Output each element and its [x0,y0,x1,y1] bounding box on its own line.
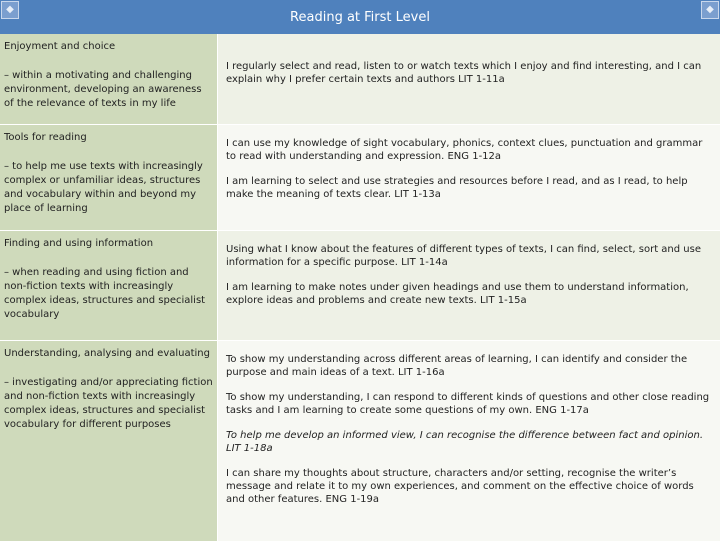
outcome-statement: To show my understanding across different areas of learning, I can identify and consider the purpose and main ideas of a text. LIT 1-16a [226,354,688,378]
outcome-statement: To help me develop an informed view, I can recognise the difference between fact and opinion. LIT 1-18a [226,430,704,454]
outcome-statement: I can use my knowledge of sight vocabulary, phonics, context clues, punctuation and grammar to read with understanding and expression. ENG 1-12a [226,138,703,162]
organiser-heading: Understanding, analysing and evaluating [4,348,210,359]
outcome-statement: To show my understanding, I can respond to different kinds of questions and other close reading tasks and I am learning to create some questions of my own. ENG 1-17a [226,392,710,416]
outcome-statement: I am learning to make notes under given headings and use them to understand information, explore ideas and problems and create new texts. LIT 1-15a [226,282,689,306]
organiser-description: – to help me use texts with increasingly complex or unfamiliar ideas, structures and vocabulary within and beyond my place of learning [4,161,203,214]
outcome-statement: Using what I know about the features of different types of texts, I can find, select, sort and use information for a specific purpose. LIT 1-14a [226,244,701,268]
organiser-cell [0,231,218,341]
outcomes-cell [218,34,720,124]
organiser-cell [0,34,218,124]
organiser-heading: Enjoyment and choice [4,41,116,52]
outcomes-table [0,34,720,540]
organiser-description: – when reading and using fiction and non-fiction texts with increasingly complex ideas, structures and specialist vocabulary [4,267,206,320]
page-title: Reading at First Level [290,9,430,25]
organiser-heading: Finding and using information [4,238,154,249]
table-row [0,340,720,541]
outcomes-cell [218,125,720,231]
organiser-cell [0,341,218,541]
outcome-statement: I am learning to select and use strategies and resources before I read, and as I read, to help make the meaning of texts clear. LIT 1-13a [226,176,688,200]
organiser-description: – within a motivating and challenging environment, developing an awareness of the relevance of texts in my life [4,70,202,109]
outcomes-cell [218,341,720,541]
organiser-cell [0,125,218,231]
outcome-statement: I regularly select and read, listen to or watch texts which I enjoy and find interesting, and I can explain why I prefer certain texts and authors LIT 1-11a [226,61,702,85]
organiser-description: – investigating and/or appreciating fiction and non-fiction texts with increasingly complex ideas, structures and specialist vocabulary for different purposes [4,377,213,430]
outcome-statement: I can share my thoughts about structure, characters and/or setting, recognise the writer’s message and relate it to my own experiences, and comment on the effective choice of words and other features. ENG 1-19a [226,468,694,505]
corner-handle-left-icon[interactable]: ◆ [1,1,19,19]
outcomes-cell [218,231,720,341]
corner-handle-right-icon[interactable]: ◆ [701,1,719,19]
title-bar [0,0,720,34]
table-row [0,230,720,341]
organiser-heading: Tools for reading [4,132,87,143]
table-row [0,34,720,124]
table-row [0,124,720,231]
